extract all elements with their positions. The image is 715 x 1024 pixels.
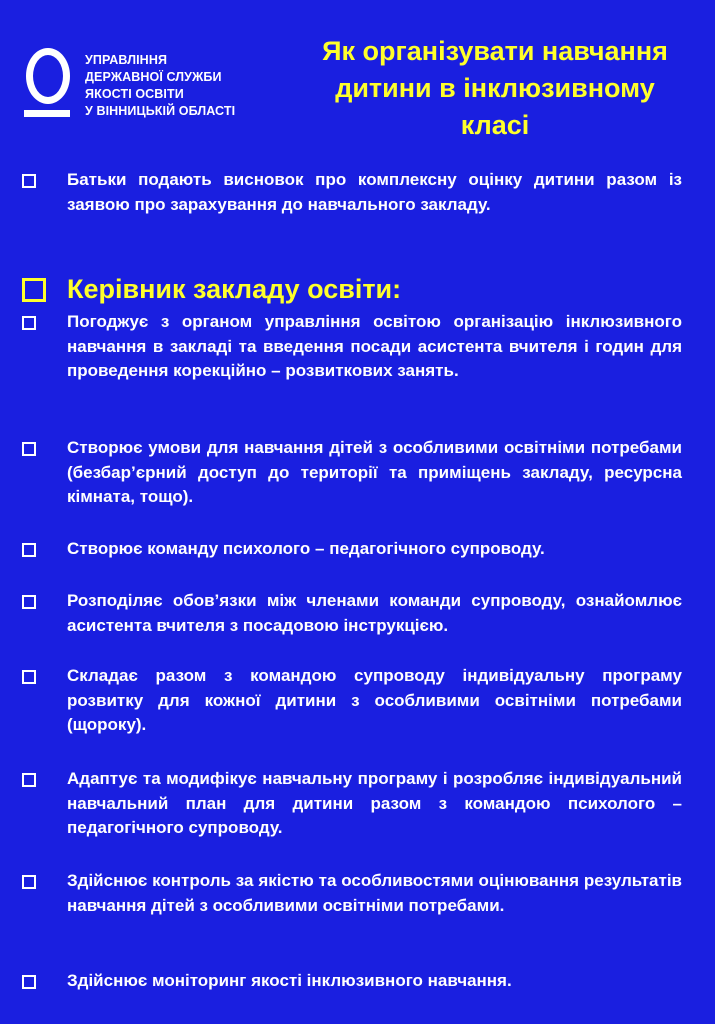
org-line: У ВІННИЦЬКІЙ ОБЛАСТІ — [85, 104, 236, 118]
item-text: Погоджує з органом управління освітою організацію інклюзивного навчання в закладі та введення посади асистента вчителя і годин для проведення корекційно – розвиткових занять. — [67, 312, 682, 380]
checkbox-icon — [22, 773, 36, 787]
organization-name — [85, 52, 285, 120]
item-text: Адаптує та модифікує навчальну програму і розробляє індивідуальний навчальний план для дитини разом з командою психолого – педагогічного супроводу. — [67, 769, 682, 837]
section-heading-text: Керівник закладу освіти: — [67, 274, 402, 304]
item-text: Здійснює контроль за якістю та особливостями оцінювання результатів навчання дітей з особливими освітніми потребами. — [67, 871, 682, 915]
checkbox-icon — [22, 278, 46, 302]
item-text: Розподіляє обов’язки між членами команди супроводу, ознайомлює асистента вчителя з посадовою інструкцією. — [67, 591, 682, 635]
checkbox-icon — [22, 595, 36, 609]
item-text: Складає разом з командою супроводу індивідуальну програму розвитку для кожної дитини з особливими освітніми потребами (щороку). — [67, 666, 682, 734]
logo-ring — [26, 48, 70, 104]
checkbox-icon — [22, 670, 36, 684]
header — [0, 0, 715, 150]
page-title: Як організувати навчання дитини в інклюзивному класі — [322, 36, 668, 140]
checkbox-icon — [22, 975, 36, 989]
item-text: Батьки подають висновок про комплексну оцінку дитини разом із заявою про зарахування до навчального закладу. — [67, 170, 682, 214]
checkbox-icon — [22, 875, 36, 889]
checkbox-icon — [22, 316, 36, 330]
checkbox-icon — [22, 174, 36, 188]
org-line: УПРАВЛІННЯ — [85, 53, 168, 67]
section-heading — [0, 272, 715, 308]
item-text: Створює команду психолого – педагогічного супроводу. — [67, 539, 545, 558]
org-line: ДЕРЖАВНОЇ СЛУЖБИ — [85, 70, 222, 84]
item-text: Здійснює моніторинг якості інклюзивного навчання. — [67, 971, 512, 990]
org-line: ЯКОСТІ ОСВІТИ — [85, 87, 184, 101]
logo-icon — [24, 48, 70, 118]
checkbox-icon — [22, 543, 36, 557]
item-text: Створює умови для навчання дітей з особливими освітніми потребами (безбар’єрний доступ до території та приміщень закладу, ресурсна кімната, тощо). — [67, 438, 682, 506]
logo-bar — [24, 110, 70, 117]
checkbox-icon — [22, 442, 36, 456]
